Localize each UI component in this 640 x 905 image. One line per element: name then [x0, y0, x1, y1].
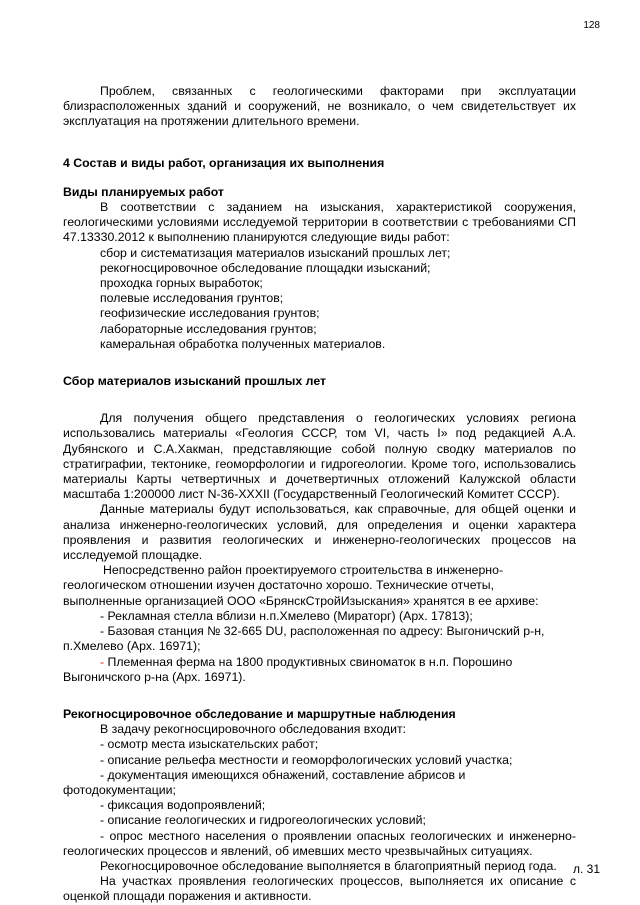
list-item: - описание геологических и гидрогеологических условий;: [100, 813, 426, 828]
list-item: лабораторные исследования грунтов;: [100, 321, 317, 336]
recon-intro: В задачу рекогносцировочного обследования входит:: [100, 722, 406, 737]
planned-works-list: [63, 246, 576, 352]
archive-item: - Базовая станция № 32-665 DU, расположенная по адресу: Выгоничский р-н, п.Хмелево (Арх. 16971);: [63, 624, 545, 654]
list-item: - опрос местного населения о проявлении опасных геологических и инженерно-геологических процессов и явлений, об имевших место чрезвычайных ситуациях.: [63, 828, 576, 858]
recon-paragraph-1: Рекогносцировочное обследование выполняется в благоприятный период года.: [100, 858, 557, 873]
section-title: 4 Состав и виды работ, организация их выполнения: [63, 155, 385, 170]
recon-list: [63, 737, 576, 859]
red-dash: -: [100, 654, 105, 669]
recon-paragraph-2: На участках проявления геологических процессов, выполняется их описание с оценкой площади поражения и активности.: [63, 874, 576, 904]
intro-paragraph: Проблем, связанных с геологическими факторами при эксплуатации близрасположенных зданий и сооружений, не возникало, о чем свидетельствует их эксплуатация на протяжении длительного времени.: [63, 84, 576, 129]
planned-works-heading: Виды планируемых работ: [63, 184, 224, 199]
document-body: [63, 84, 576, 905]
page-number: 128: [583, 20, 600, 31]
list-item: - фиксация водопроявлений;: [100, 798, 266, 813]
past-surveys-paragraph-2: Данные материалы будут использоваться, как справочные, для общей оценки и анализа инженерно-геологических условий, для определения и оценки характера проявления и развития геологических и инженерно-геологических процессов на исследуемой площадке.: [63, 502, 576, 563]
list-item: рекогносцировочное обследование площадки изысканий;: [100, 260, 431, 275]
list-item: полевые исследования грунтов;: [100, 291, 284, 306]
recon-heading: Рекогносцировочное обследование и маршрутные наблюдения: [63, 706, 456, 721]
list-item: - документация имеющихся обнажений, составление абрисов и фотодокументации;: [63, 767, 466, 797]
past-surveys-paragraph-3: Непосредственно район проектируемого строительства в инженерно-геологическом отношении изучен достаточно хорошо. Технические отчеты, выполненные организацией ООО «БрянскСтройИзыскания» хранятся в ее архиве:: [63, 563, 539, 608]
list-item: проходка горных выработок;: [100, 276, 263, 291]
archive-item-text: Племенная ферма на 1800 продуктивных свиноматок в н.п. Порошино Выгоничского р-на (Арх. 16971).: [63, 654, 513, 684]
sheet-number: л. 31: [572, 862, 600, 876]
list-item: геофизические исследования грунтов;: [100, 306, 320, 321]
past-surveys-paragraph-1: Для получения общего представления о геологических условиях региона использовались материалы «Геология СССР, том VI, часть I» под редакцией А.А. Дубянского и С.А.Хакман, представляющие собой полную сводку материалов по стратиграфии, тектонике, геоморфологии и гидрогеологии. Кроме того, использовались материалы Карты четвертичных и дочетвертичных отложений Калужской области масштаба 1:200000 лист N-36-XXXII (Государственный Геологический Комитет СССР).: [63, 411, 576, 502]
list-item: камеральная обработка полученных материалов.: [100, 336, 386, 351]
list-item: - описание рельефа местности и геоморфологических условий участка;: [100, 752, 513, 767]
past-surveys-heading: Сбор материалов изысканий прошлых лет: [63, 374, 327, 389]
archive-item: [63, 655, 576, 685]
list-item: - осмотр места изыскательских работ;: [100, 737, 319, 752]
list-item: сбор и систематизация материалов изысканий прошлых лет;: [100, 245, 451, 260]
archive-item: - Рекламная стелла вблизи н.п.Хмелево (Мираторг) (Арх. 17813);: [100, 608, 473, 623]
planned-works-intro: В соответствии с заданием на изыскания, характеристикой сооружения, геологическими условиями исследуемой территории в соответствии с требованиями СП 47.13330.2012 к выполнению планируются следующие виды работ:: [63, 200, 576, 245]
